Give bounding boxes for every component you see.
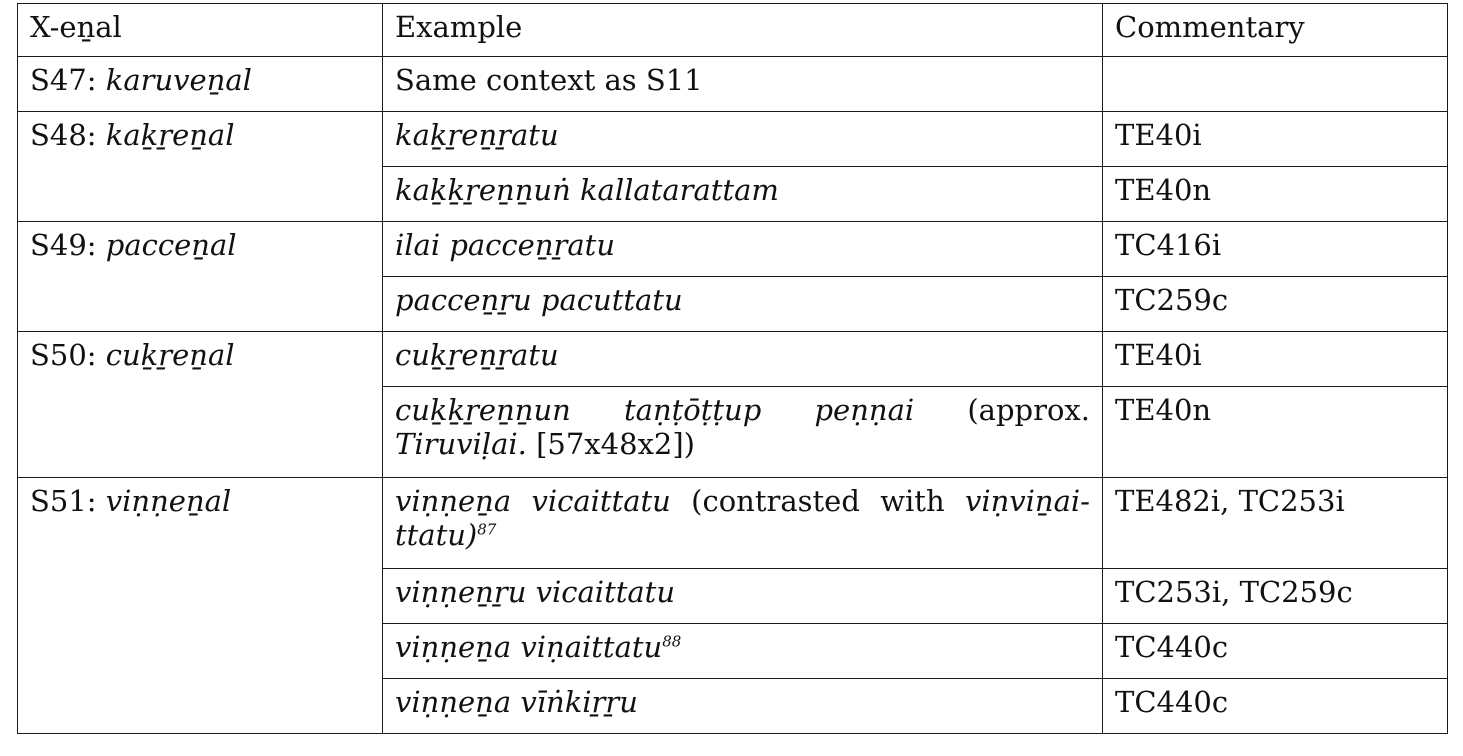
commentary-cell	[1103, 57, 1448, 112]
entry-label	[18, 222, 383, 332]
example-cell: Same context as S11	[383, 57, 1103, 112]
entry-label-prefix: S47:	[30, 63, 106, 97]
header-cell-example: Example	[383, 4, 1103, 57]
example-plain-part: (approx.	[914, 393, 1090, 427]
entry-label-term: cuḵṟeṉal	[105, 338, 235, 372]
example-italic-part: Tiruviḷai.	[395, 427, 527, 461]
example-cell	[383, 624, 1103, 679]
footnote-marker[interactable]: 87	[477, 520, 497, 539]
commentary-cell: TC440c	[1103, 679, 1448, 734]
entry-label	[18, 478, 383, 734]
commentary-cell: TC253i, TC259c	[1103, 569, 1448, 624]
commentary-cell: TE40i	[1103, 332, 1448, 387]
table-row	[18, 222, 1448, 277]
example-italic-part: viṇṇeṉa viṇaittatu	[395, 630, 663, 664]
example-italic-part: viṇviṉai-ttatu)	[395, 484, 1090, 552]
example-cell: ilai pacceṉṟatu	[383, 222, 1103, 277]
commentary-cell: TC440c	[1103, 624, 1448, 679]
entry-label	[18, 112, 383, 222]
example-cell: kaḵṟeṉṟatu	[383, 112, 1103, 167]
commentary-cell: TE482i, TC253i	[1103, 478, 1448, 569]
example-cell: viṇṇeṉṟu vicaittatu	[383, 569, 1103, 624]
commentary-cell: TE40n	[1103, 167, 1448, 222]
table-row	[18, 478, 1448, 569]
example-cell	[383, 478, 1103, 569]
commentary-cell: TE40i	[1103, 112, 1448, 167]
commentary-cell: TC259c	[1103, 277, 1448, 332]
entry-label-term: viṇṇeṉal	[105, 484, 232, 518]
example-cell: kaḵḵṟeṉṉuṅ kallatarattam	[383, 167, 1103, 222]
table-row	[18, 57, 1448, 112]
entry-label-prefix: S49:	[30, 228, 106, 262]
example-cell	[383, 387, 1103, 478]
entry-label-term: pacceṉal	[105, 228, 237, 262]
example-cell: pacceṉṟu pacuttatu	[383, 277, 1103, 332]
example-italic-part: cuḵḵṟeṉṉun taṇṭōṭṭup peṇṇai	[395, 393, 915, 427]
footnote-marker[interactable]: 88	[662, 632, 682, 651]
table-row	[18, 112, 1448, 167]
header-cell-x-enal: X-eṉal	[18, 4, 383, 57]
entry-label-prefix: S51:	[30, 484, 106, 518]
example-plain-part: (contrasted with	[670, 484, 965, 518]
commentary-cell: TE40n	[1103, 387, 1448, 478]
table-header-row	[18, 4, 1448, 57]
commentary-cell: TC416i	[1103, 222, 1448, 277]
entry-label	[18, 332, 383, 478]
example-plain-part: [57x48x2])	[526, 427, 695, 461]
entry-label-term: kaḵṟeṉal	[105, 118, 235, 152]
glossary-table	[17, 3, 1448, 734]
entry-label	[18, 57, 383, 112]
header-cell-commentary: Commentary	[1103, 4, 1448, 57]
entry-label-term: karuveṉal	[105, 63, 252, 97]
entry-label-prefix: S50:	[30, 338, 106, 372]
table-row	[18, 332, 1448, 387]
entry-label-prefix: S48:	[30, 118, 106, 152]
example-cell: viṇṇeṉa vīṅkiṟṟu	[383, 679, 1103, 734]
example-cell: cuḵṟeṉṟatu	[383, 332, 1103, 387]
example-italic-part: viṇṇeṉa vicaittatu	[395, 484, 671, 518]
